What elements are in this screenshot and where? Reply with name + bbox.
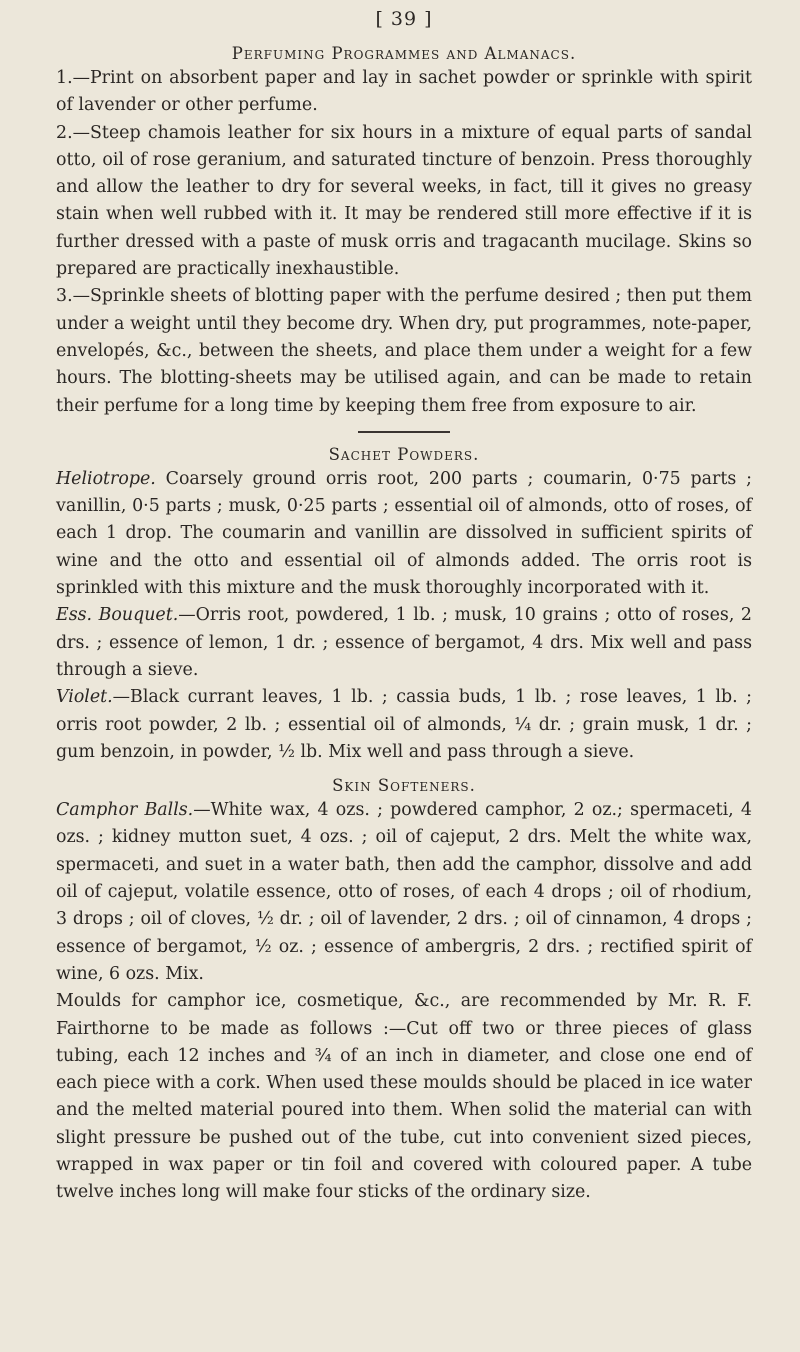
- perfuming-item-1: 1.—Print on absorbent paper and lay in sachet powder or sprinkle with spirit of lavender or other perfume.: [56, 68, 752, 116]
- sachet-entry-bouquet: [56, 602, 752, 684]
- section-heading-skin: Skin Softeners.: [332, 776, 476, 796]
- sachet-entry-violet: [56, 684, 752, 766]
- sachet-entry-heliotrope: [56, 466, 752, 602]
- perfuming-item-2: 2.—Steep chamois leather for six hours in a mixture of equal parts of sandal otto, oil of rose geranium, and saturated tincture of benzoin. Press thoroughly and allow the leather to dry for several weeks, in fact, till it gives no greasy stain when well rubbed with it. It may be rendered still more effective if it is further dressed with a paste of musk orris and tragacanth mucilage. Skins so prepared are practically inexhaustible.: [56, 122, 752, 280]
- moulds-paragraph: Moulds for camphor ice, cosmetique, &c., are recommended by Mr. R. F. Fairthorne to be made as follows :—Cut off two or three pieces of glass tubing, each 12 inches and ¾ of an inch in diameter, and close one end of each piece with a cork. When used these moulds should be placed in ice water and the melted material poured into them. When solid the material can with slight pressure be pushed out of the tube, cut into convenient sized pieces, wrapped in wax paper or tin foil and covered with coloured paper. A tube twelve inches long will make four sticks of the ordinary size.: [56, 991, 752, 1203]
- page-number: [ 39 ]: [375, 8, 433, 30]
- entry-name: Heliotrope.: [56, 468, 156, 489]
- section-divider: [358, 431, 450, 433]
- entry-name: Violet.: [56, 687, 113, 708]
- entry-text: Coarsely ground orris root, 200 parts ; coumarin, 0·75 parts ; vanillin, 0·5 parts ; musk, 0·25 parts ; essential oil of almonds, otto of roses, of each 1 drop. The coumarin and vanillin are dissolved in sufficient spirits of wine and the otto and essential oil of almonds added. The orris root is sprinkled with this mixture and the musk thoroughly incorporated with it.: [56, 468, 752, 599]
- entry-name: Camphor Balls.: [56, 800, 194, 821]
- perfuming-item-3: 3.—Sprinkle sheets of blotting paper with the perfume desired ; then put them under a weight until they become dry. When dry, put programmes, note-paper, envelopés, &c., between the sheets, and place them under a weight for a few hours. The blotting-sheets may be utilised again, and can be made to retain their perfume for a long time by keeping them free from exposure to air.: [56, 286, 752, 416]
- section-heading-perfuming: Perfuming Programmes and Almanacs.: [231, 44, 577, 63]
- entry-text: —Orris root, powdered, 1 lb. ; musk, 10 grains ; otto of roses, 2 drs. ; essence of lemon, 1 dr. ; essence of bergamot, 4 drs. Mix well and pass through a sieve.: [56, 605, 752, 680]
- entry-name: Ess. Bouquet.: [56, 605, 179, 626]
- skin-entry-camphor-balls: [56, 797, 752, 988]
- section-heading-sachet: Sachet Powders.: [328, 444, 480, 464]
- entry-text: —White wax, 4 ozs. ; powdered camphor, 2 oz.; spermaceti, 4 ozs. ; kidney mutton suet, 4 ozs. ; oil of cajeput, 2 drs. Melt the white wax, spermaceti, and suet in a water bath, then add the camphor, dissolve and add oil of cajeput, volatile essence, otto of roses, of each 4 drops ; oil of rhodium, 3 drops ; oil of cloves, ½ dr. ; oil of lavender, 2 drs. ; oil of cinnamon, 4 drops ; essence of bergamot, ½ oz. ; essence of ambergris, 2 drs. ; rectified spirit of wine, 6 ozs. Mix.: [56, 800, 752, 984]
- entry-text: —Black currant leaves, 1 lb. ; cassia buds, 1 lb. ; rose leaves, 1 lb. ; orris root powder, 2 lb. ; essential oil of almonds, ¼ dr. ; grain musk, 1 dr. ; gum benzoin, in powder, ½ lb. Mix well and pass through a sieve.: [56, 687, 752, 762]
